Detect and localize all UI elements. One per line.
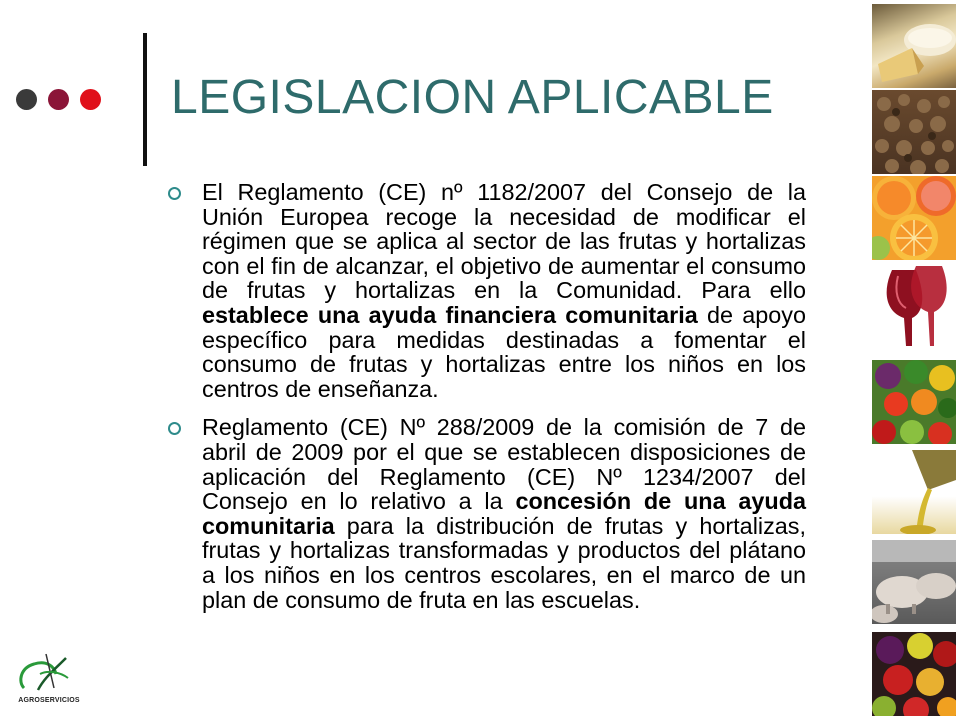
- bullet-2-text-pre: Reglamento (CE) Nº 288/2009 de la comisión de 7 de abril de 2009 por el que se establecen disposiciones de aplicación del Reglamento (CE) Nº 1234/2007 del Consejo en lo relativo a la: [202, 414, 806, 515]
- bullet-2-text-post: para la distribución de frutas y hortalizas, frutas y hortalizas transformadas y productos del plátano a los niños en los centros escolares, en el marco de un plan de consumo de fruta en las escuelas.: [202, 512, 806, 613]
- oil-photo: [872, 450, 956, 534]
- citrus-photo: [872, 176, 956, 260]
- bullet-2-text-bold: concesión de una ayuda comunitaria: [202, 488, 806, 539]
- decorative-dots: [16, 89, 101, 110]
- logo-text: AGROSERVICIOS: [18, 697, 80, 704]
- slide-title: LEGISLACION APLICABLE: [171, 71, 774, 124]
- bullet-1-text-bold: establece una ayuda financiera comunitaria: [202, 301, 698, 328]
- fruit-photo: [872, 632, 956, 716]
- logo-mark-icon: [10, 648, 88, 694]
- pellets-photo: [872, 90, 956, 174]
- bullet-item-2: [168, 415, 806, 612]
- wine-photo: [872, 262, 956, 346]
- bullet-1-text-pre: El Reglamento (CE) nº 1182/2007 del Consejo de la Unión Europea recoge la necesidad de modificar el régimen que se aplica al sector de las frutas y hortalizas con el fin de alcanzar, el objetivo de aumentar el consumo de frutas y hortalizas en la Comunidad. Para ello: [202, 179, 806, 304]
- pigs-photo: [872, 540, 956, 624]
- bullet-item-1: [168, 180, 806, 401]
- photo-strip: [870, 0, 960, 720]
- bullet-circle-icon: [168, 187, 181, 200]
- dot-dark: [16, 89, 37, 110]
- bullet-circle-icon: [168, 422, 181, 435]
- cheese-photo: [872, 4, 956, 88]
- dot-red: [80, 89, 101, 110]
- title-divider: [143, 33, 147, 166]
- bullet-1-text-post: de apoyo específico para medidas destinadas a fomentar el consumo de frutas y hortalizas entre los niños en los centros de enseñanza.: [202, 301, 806, 402]
- vegetables-photo: [872, 360, 956, 444]
- bullet-list: [168, 180, 806, 626]
- dot-maroon: [48, 89, 69, 110]
- agroservicios-logo: [10, 648, 88, 704]
